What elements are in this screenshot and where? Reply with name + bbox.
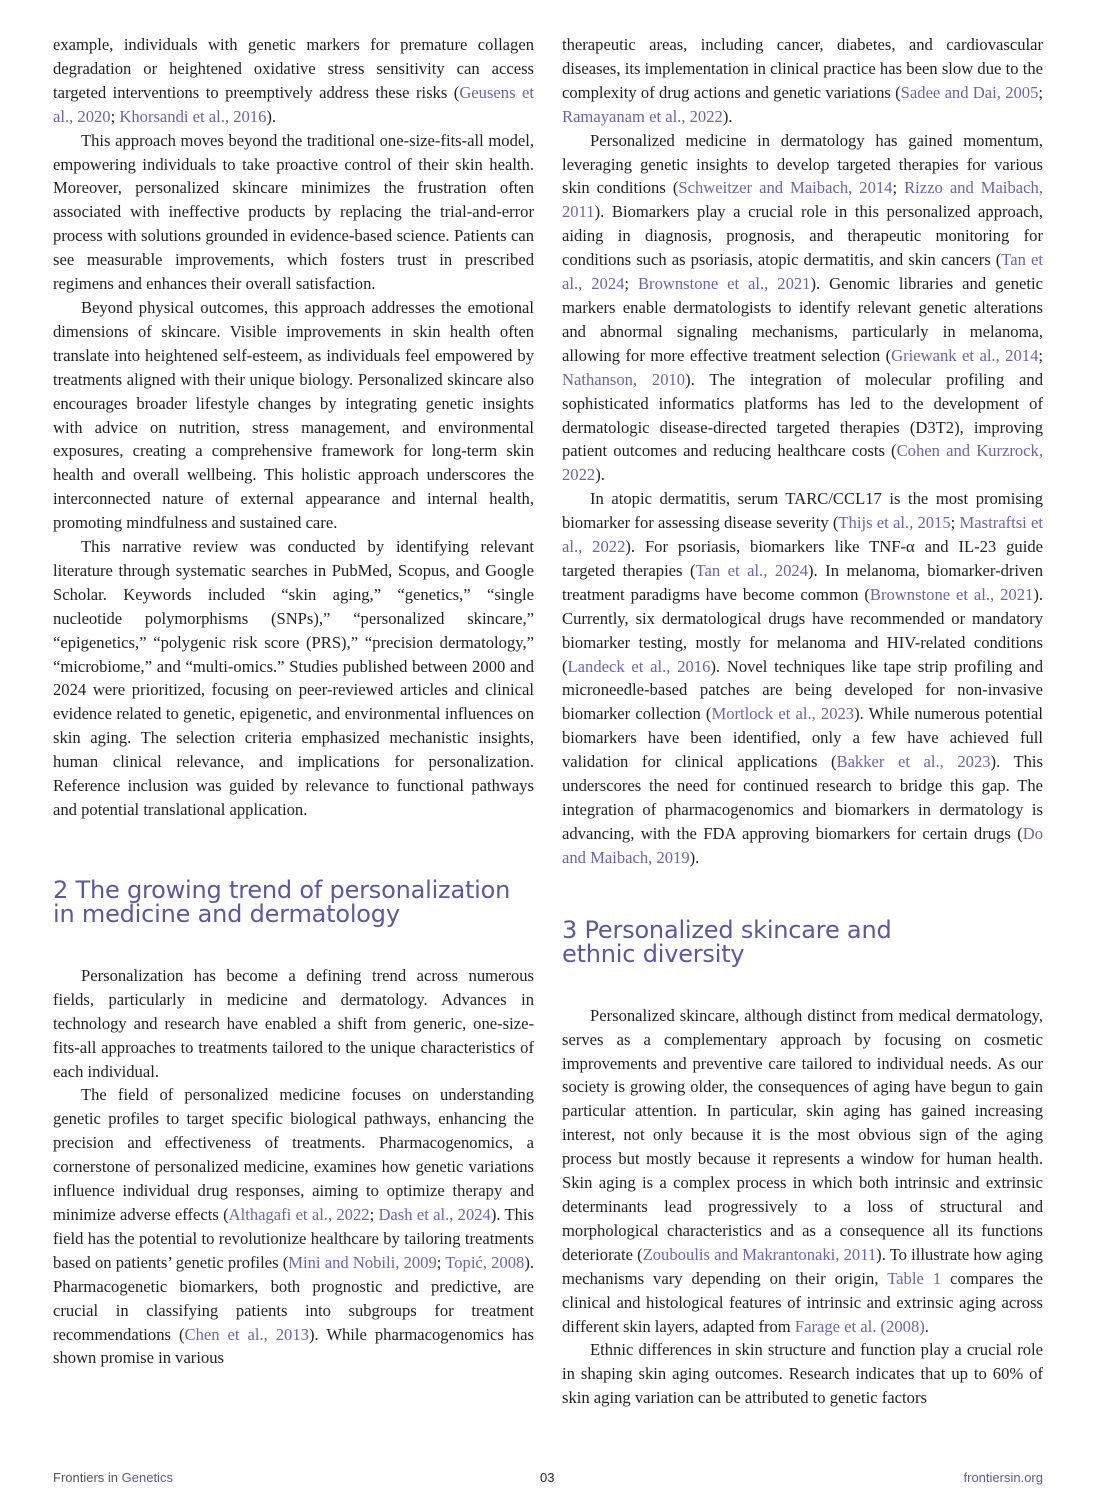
- citation-link[interactable]: Cohen and Kurzrock, 2022: [562, 441, 1043, 485]
- citation-link[interactable]: Althagafi et al., 2022: [228, 1204, 370, 1224]
- citation-link[interactable]: Rizzo and Maibach, 2011: [562, 178, 1043, 222]
- right-column: [562, 33, 1043, 1410]
- section-heading: 3 Personalized skincare and ethnic diversity: [562, 915, 892, 968]
- citation-link[interactable]: Topić, 2008: [445, 1252, 525, 1272]
- journal-name: Frontiers in Genetics: [53, 1470, 173, 1485]
- table-link[interactable]: Table 1: [887, 1268, 942, 1288]
- paragraph: The field of personalized medicine focuses on understanding genetic profiles to target specific biological pathways, enhancing the precision and effectiveness of treatments. Pharmacogenomics, a cornerstone of personalized medicine, examines how genetic variations influence individual drug responses, aiming to optimize therapy and minimize adverse effects (Althagafi et al., 2022; Dash et al., 2024). This field has the potential to revolutionize healthcare by tailoring treatments based on patients’ genetic profiles (Mini and Nobili, 2009; Topić, 2008). Pharmacogenetic biomarkers, both prognostic and predictive, are crucial in classifying patients into subgroups for treatment recommendations (Chen et al., 2013). While pharmacogenomics has shown promise in various: [53, 1085, 534, 1368]
- citation-link[interactable]: Griewank et al., 2014: [891, 345, 1039, 365]
- paragraph: This approach moves beyond the traditional one-size-fits-all model, empowering individuals to take proactive control of their skin health. Moreover, personalized skincare minimizes the frustration often associated with ineffective products by replacing the trial-and-error process with solutions grounded in evidence-based science. Patients can see measurable improvements, which fosters trust in prescribed regimens and enhances their overall satisfaction.: [53, 130, 534, 294]
- citation-link[interactable]: Zouboulis and Makrantonaki, 2011: [642, 1244, 877, 1264]
- citation-link[interactable]: Dash et al., 2024: [378, 1204, 491, 1224]
- citation-link[interactable]: Geusens et al., 2020: [53, 82, 534, 126]
- citation-link[interactable]: Thijs et al., 2015: [838, 513, 951, 533]
- paragraph: Personalized medicine in dermatology has gained momentum, leveraging genetic insights to develop targeted therapies for various skin conditions (Schweitzer and Maibach, 2014; Rizzo and Maibach, 2011). Biomarkers play a crucial role in this personalized approach, aiding in diagnosis, prognosis, and therapeutic monitoring for conditions such as psoriasis, atopic dermatitis, and skin cancers (Tan et al., 2024; Brownstone et al., 2021). Genomic libraries and genetic markers enable dermatologists to identify relevant genetic alterations and abnormal signaling mechanisms, particularly in melanoma, allowing for more effective treatment selection (Griewank et al., 2014; Nathanson, 2010). The integration of molecular profiling and sophisticated informatics platforms has led to the development of dermatologic disease-directed targeted therapies (D3T2), improving patient outcomes and reducing healthcare costs (Cohen and Kurzrock, 2022).: [562, 130, 1043, 485]
- citation-link[interactable]: Schweitzer and Maibach, 2014: [678, 178, 893, 198]
- citation-link[interactable]: Tan et al., 2024: [562, 250, 1043, 294]
- citation-link[interactable]: Mastraftsi et al., 2022: [562, 513, 1043, 557]
- paragraph: therapeutic areas, including cancer, diabetes, and cardiovascular diseases, its implementation in clinical practice has been slow due to the complexity of drug actions and genetic variations (Sadee and Dai, 2005; Ramayanam et al., 2022).: [562, 35, 1044, 126]
- page-number: 03: [540, 1470, 555, 1485]
- paragraph: This narrative review was conducted by identifying relevant literature through systematic searches in PubMed, Scopus, and Google Scholar. Keywords included “skin aging,” “genetics,” “single nucleotide polymorphisms (SNPs),” “personalized skincare,” “epigenetics,” “polygenic risk score (PRS),” “precision dermatology,” “microbiome,” and “multi-omics.” Studies published between 2000 and 2024 were prioritized, focusing on peer-reviewed articles and clinical evidence related to genetic, epigenetic, and environmental influences on skin aging. The selection criteria emphasized mechanistic insights, human clinical relevance, and implications for personalization. Reference inclusion was guided by relevance to functional pathways and potential translational application.: [53, 537, 534, 819]
- citation-link[interactable]: Ramayanam et al., 2022: [562, 106, 723, 126]
- site-link[interactable]: frontiersin.org: [963, 1470, 1043, 1485]
- paragraph: In atopic dermatitis, serum TARC/CCL17 is the most promising biomarker for assessing disease severity (Thijs et al., 2015; Mastraftsi et al., 2022). For psoriasis, biomarkers like TNF-α and IL-23 guide targeted therapies (Tan et al., 2024). In melanoma, biomarker-driven treatment paradigms have become common (Brownstone et al., 2021). Currently, six dermatological drugs have recommended or mandatory biomarker testing, mostly for melanoma and HIV-related conditions (Landeck et al., 2016). Novel techniques like tape strip profiling and microneedle-based patches are being developed for non-invasive biomarker collection (Mortlock et al., 2023). While numerous potential biomarkers have been identified, only a few have achieved full validation for clinical applications (Bakker et al., 2023). This underscores the need for continued research to bridge this gap. The integration of pharmacogenomics and biomarkers in dermatology is advancing, with the FDA approving biomarkers for certain drugs (Do and Maibach, 2019).: [562, 489, 1044, 867]
- citation-link[interactable]: Landeck et al., 2016: [567, 656, 711, 676]
- citation-link[interactable]: Farage et al. (2008): [794, 1316, 925, 1336]
- citation-link[interactable]: Bakker et al., 2023: [836, 752, 991, 772]
- citation-link[interactable]: Khorsandi et al., 2016: [119, 106, 267, 126]
- paragraph: Beyond physical outcomes, this approach addresses the emotional dimensions of skincare. Visible improvements in skin health often translate into heightened self-esteem, as individuals feel empowered by treatments aligned with their unique biology. Personalized skincare also encourages broader lifestyle changes by integrating genetic insights with advice on nutrition, stress management, and environmental exposures, creating a comprehensive framework for long-term skin health and overall wellbeing. This holistic approach underscores the interconnected nature of external appearance and internal health, promoting mindfulness and sustained care.: [53, 297, 534, 533]
- citation-link[interactable]: Chen et al., 2013: [184, 1324, 309, 1344]
- citation-link[interactable]: Brownstone et al., 2021: [869, 584, 1034, 604]
- paragraph: Personalization has become a defining trend across numerous fields, particularly in medicine and dermatology. Advances in technology and research have enabled a shift from generic, one-size-fits-all approaches to treatments tailored to the unique characteristics of each individual.: [53, 965, 534, 1081]
- citation-link[interactable]: Do and Maibach, 2019: [562, 823, 1043, 867]
- paragraph: Personalized skincare, although distinct from medical dermatology, serves as a complementary approach by focusing on cosmetic improvements and preventive care tailored to individual needs. As our society is growing older, the consequences of aging have begun to gain particular attention. In particular, skin aging has gained increasing interest, not only because it is the most obvious sign of the aging process but mostly because it represents a window for human health. Skin aging is a complex process in which both intrinsic and extrinsic determinants lead progressively to a loss of structural and morphological characteristics and as a consequence all its functions deteriorate (Zouboulis and Makrantonaki, 2011). To illustrate how aging mechanisms vary depending on their origin, Table 1 compares the clinical and histological features of intrinsic and extrinsic aging across different skin layers, adapted from Farage et al. (2008).: [562, 1005, 1044, 1336]
- page-footer: [53, 1470, 1043, 1490]
- citation-link[interactable]: Mortlock et al., 2023: [711, 704, 855, 724]
- citation-link[interactable]: Sadee and Dai, 2005: [900, 82, 1039, 102]
- citation-link[interactable]: Tan et al., 2024: [695, 560, 809, 580]
- paragraph: example, individuals with genetic markers for premature collagen degradation or heightened oxidative stress sensitivity can access targeted interventions to preemptively address these risks (Geusens et al., 2020; Khorsandi et al., 2016).: [53, 35, 534, 126]
- left-column: [53, 33, 534, 1370]
- citation-link[interactable]: Brownstone et al., 2021: [637, 274, 811, 294]
- citation-link[interactable]: Nathanson, 2010: [562, 369, 686, 389]
- citation-link[interactable]: Mini and Nobili, 2009: [288, 1252, 437, 1272]
- paragraph: Ethnic differences in skin structure and function play a crucial role in shaping skin aging outcomes. Research indicates that up to 60% of skin aging variation can be attributed to genetic factors: [562, 1340, 1043, 1408]
- section-heading: 2 The growing trend of personalization in medicine and dermatology: [53, 875, 511, 928]
